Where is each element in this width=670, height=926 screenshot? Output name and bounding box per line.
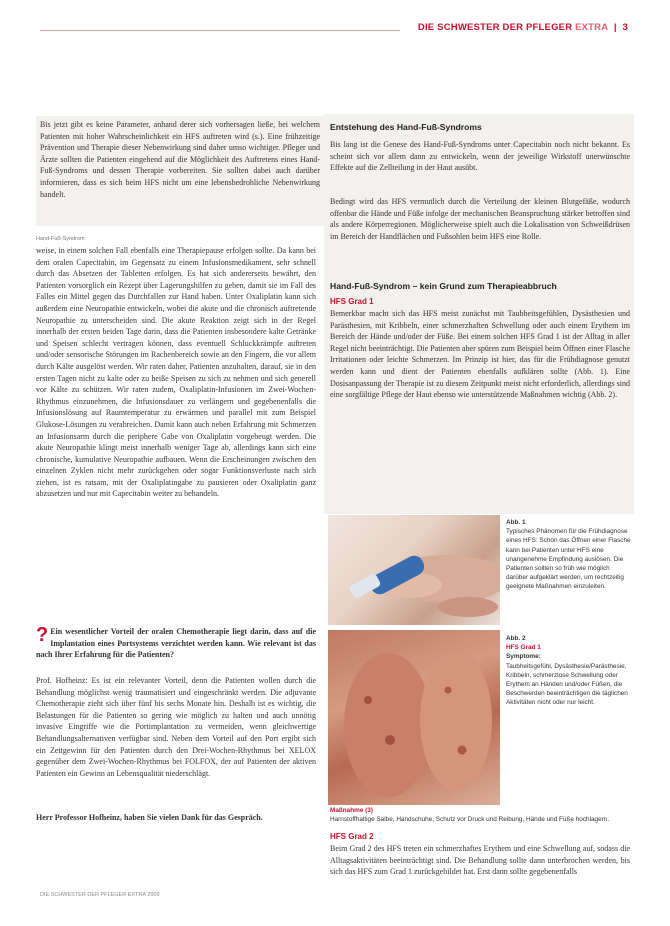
answer-text: Prof. Hofheinz: Es ist ein relevanter Vorteil, denn die Patienten wollen durch die Behandlung möglichst wenig traumatisiert und eingeschränkt werden. Die adjuvante Chemotherapie zieht sich über fünf bis sechs Monate hin. Deshalb ist es wichtig, die Belastungen für die Patienten so gering wie möglich zu halten und auch unnötig invasive Eingriffe wie die Portimplantation zu vermeiden, wenn gleichwertige Behandlungsalternativen verfügbar sind. Neben dem Vorteil auf den Port ergibt sich ein Zeitgewinn für den Patienten durch den Drei-Wochen-Rhythmus bei XELOX gegenüber dem Zwei-Wochen-Rhythmus bei FOLFOX, der auf Patienten der aktiven Patienten ein Gewinn an Lebensqualität niederschlägt. [36,676,316,778]
section1-p1-text: Bis lang ist die Genese des Hand-Fuß-Syndroms unter Capecitabin noch nicht bekannt. Es scheint sich vor allem dann zu entwickeln, wenn der jeweilige Wirkstoff unerwünschte Effekte auf die Zellteilung in der Haut ausübt. [330,140,630,173]
header-extra: EXTRA [575,22,608,33]
running-header [418,22,628,33]
section2-title: Hand-Fuß-Syndrom – kein Grund zum Therapieabbruch [330,281,557,291]
figure-1-photo [328,515,500,625]
measures [330,806,630,824]
figure-2-text: Taubheitsgefühl, Dysästhesie/Parästhesie, Kribbeln, schmerzlose Schwellung oder Erythem an Händen und/oder Füßen, die Beschwerden beeinträchtigen die täglichen Aktivitäten nicht oder nur leicht. [506,662,628,707]
header-title: DIE SCHWESTER DER PFLEGER [417,22,573,33]
section1-p2-text: Bedingt wird das HFS vermutlich durch die Verteilung der kleinen Blutgefäße, wodurch offenbar die Hände und Füße infolge der mechanischen Beanspruchung stärker betroffen sind als andere Körperregionen. Möglicherweise spielt auch die Lokalisation von Schweißdrüsen im Bereich der Handflächen und Fußsohlen beim HFS eine Rolle. [330,197,630,241]
question-text: Ein wesentlicher Vorteil der oralen Chemotherapie liegt darin, dass auf die Implantation eines Portsystems verzichtet werden kann. Wie relevant ist das nach Ihrer Erfahrung für die Patienten? [36,627,316,660]
intro-box-text: Bis jetzt gibt es keine Parameter, anhand derer sich vorhersagen ließe, bei welchem Patienten mit hoher Wahrscheinlichkeit ein HFS auftreten wird (s.). Eine frühzeitige Prävention und Therapie dieser Nebenwirkung sind daher umso wichtiger. Pfleger und Ärzte sollten die Patienten eingehend auf die Möglichkeit des Auftretens eines Hand-Fuß-Syndroms und dessen Therapie vorbereiten. Sie sollten dabei auch darüber informieren, dass es sich beim HFS nicht um eine lebensbedrohliche Nebenwirkung handelt. [40,120,320,199]
question-mark-icon: ? [36,624,49,646]
grade2-title: HFS Grad 2 [330,832,374,841]
header-rule [40,30,400,31]
figure-2-grade: HFS Grad 1 [506,644,541,652]
left-body [36,245,316,617]
figure-2-symptoms-label: Symptome: [506,653,541,661]
section1-paragraph-1 [330,139,630,187]
footer: DIE SCHWESTER DER PFLEGER EXTRA 2009 [40,892,160,898]
intro-box [36,116,324,226]
figure-2-label: Abb. 2 [506,635,526,642]
section1-title: Entstehung des Hand-Fuß-Syndroms [330,122,482,132]
measures-text: Harnstoffhaltige Salbe, Handschuhe, Schutz vor Druck und Reibung, Hände und Füße hochlagern. [330,816,610,824]
left-body-text: weise, in einem solchen Fall ebenfalls eine Therapiepause erfolgen sollte. Da kann bei dem oralen Capecitabin, im Gegensatz zu einem Infusionsmedikament, sehr schnell durch das Absetzen der Tabletten erfolgen. Es hat sich andererseits bewährt, den Patienten vorsorglich ein Rezept über Lagerungshilfen zu geben, damit sie im Fall des Falles ein Mittel gegen das Durchfallen zur Hand haben. Unter Oxaliplatin kann sich außerdem eine Neuropathie entwickeln, wobei die akute und die chronisch auftretende Neuropathie zu unterscheiden sind. Die akute Reaktion zeigt sich in der Regel innerhalb der ersten beiden Tage darin, dass die Patienten insbesondere kalte Getränke und Speisen schlecht vertragen können, dass eventuell Schluckkrämpfe auftreten und/oder sensorische Störungen im Rachenbereich sowie an den Fingern, die vor allem durch Kälte ausgelöst werden. Wir raten daher, Patienten anzuhalten, darauf, sie in den ersten Tagen nicht zu kalte oder zu heiße Speisen zu sich zu nehmen und sich generell vor Kälte zu schützen. Wir raten zudem, Oxaliplatin-Infusionen im Zwei-Wochen-Rhythmus einzunehmen, die Infusionsdauer zu verlängern und gegebenenfalls die Infusionslösung auf Raumtemperatur zu erwärmen und parallel mit zum Beispiel Glukose-Lösungen zu verabreichen. Damit kann auch neben Erfahrung mit Schmerzen an Infusionsarm durch die periphere Gabe von Oxaliplatin vorgebeugt werden. Die akute Neuropathie klingt meist innerhalb weniger Tage ab, allerdings kann sich eine chronische, kumulative Neuropathie aufbauen. Wenn die Erscheinungen zwischen den einzelnen Zyklen nicht mehr zurückgehen oder sogar Funktionsverluste nach sich ziehen, ist es ratsam, mit der Oxaliplatingabe zu pausieren oder Oxaliplatin ganz abzusetzen und nur mit Capecitabin weiter zu behandeln. [36,246,316,499]
grade1-text [330,308,630,448]
figure-1-label: Abb. 1 [506,519,526,526]
section1-paragraph-2 [330,196,630,266]
interview-question [36,626,316,661]
feet-illustration [328,630,500,805]
page-number: 3 [622,22,628,33]
figure-2-caption [506,634,632,708]
grade2-text-body: Beim Grad 2 des HFS treten ein schmerzhaftes Erythem und eine Schwellung auf, sodass die Alltagsaktivitäten beeinträchtigt sind. Die Behandlung sollte dann unterbrochen werden, bis sich das HFS zum Grad 1 zurückgebildet hat. Erst dann sollte gegebenenfalls [330,844,630,877]
header-separator: | [613,22,617,33]
bottle-hand-illustration [328,515,500,625]
measures-label: Maßnahme (3) [330,807,373,814]
grade1-text-body: Bemerkbar macht sich das HFS meist zunächst mit Taubheitsgefühlen, Dysästhesien und Parästhesien, mit Kribbeln, einer schmerzhaften Schwellung oder auch einem Erythem im Bereich der Hände und/oder der Füße. Bei einem solchen HFS Grad 1 ist der Alltag in aller Regel nicht beeinträchtigt. Die Patienten aber spüren zum Beispiel beim Öffnen einer Flasche Irritationen oder leichte Schmerzen. Im Prinzip ist hier, das für die Frühdiagnose genutzt werden kann und dient der Patienten ebenfalls aufklären sollte (Abb. 1). Eine Dosisanpassung der Therapie ist zu diesem Zeitpunkt meist nicht erforderlich, allerdings sind eine sorgfältige Pflege der Haut ebenso wie unterstützende Maßnahmen wichtig (Abb. 2). [330,309,630,400]
figure-1-caption [506,518,632,592]
figure-1-text: Typisches Phänomen für die Frühdiagnose eines HFS: Schon das Öffnen einer Flasche kann bei Patienten unter HFS eine unangenehme Empfindung auslösen. Die Patienten sollten so früh wie möglich darüber aufgeklärt werden, um rechtzeitig geeignete Maßnahmen einzuleiten. [506,528,631,591]
figure-2-photo [328,630,500,805]
small-label: Hand-Fuß-Syndrom [36,236,85,242]
grade2-text [330,843,630,891]
closing-thanks [36,812,316,824]
thanks-text: Herr Professor Hofheinz, haben Sie vielen Dank für das Gespräch. [36,813,263,822]
grade1-title: HFS Grad 1 [330,297,374,306]
interview-answer [36,675,316,805]
